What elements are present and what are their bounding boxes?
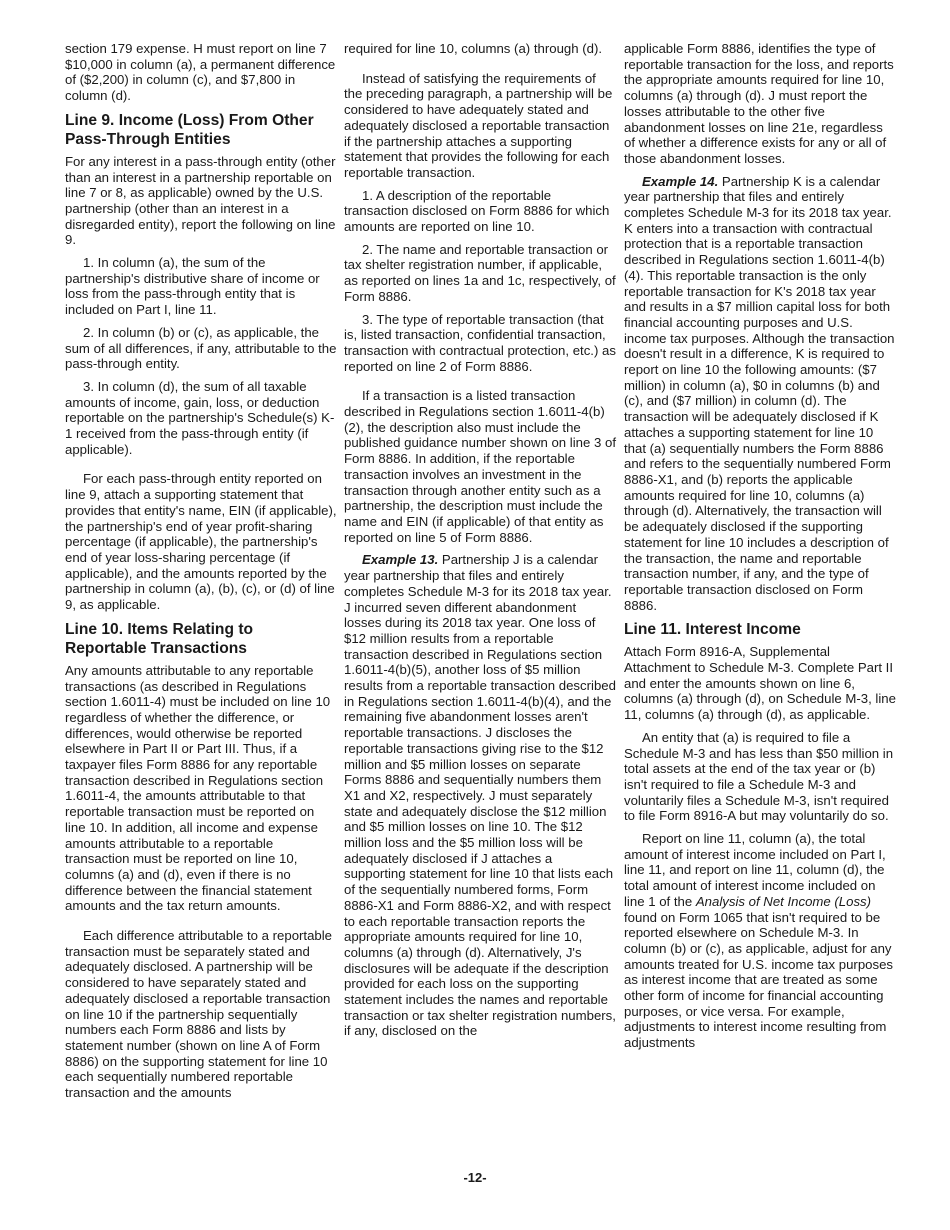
example-14-text: Partnership K is a calendar year partnership that files and entirely completes Schedule M-3 for its 2018 tax year. K enters into a transaction with contractual protection that is a reportable transaction described in Regulations section 1.6011-4(b)(4). This reportable transaction is the only reportable transaction for K's 2018 tax year and results in a $7 million capital loss for both financial accounting purposes and U.S. income tax purposes. Although the transaction doesn't result in a difference, K is required to report on line 10 the following amounts: ($7 million) in column (a), $0 in columns (b) and (c), and ($7 million) in column (d). The transaction will be adequately disclosed if K attaches a supporting statement for line 10 that (a) sequentially numbers the Form 8886 and refers to the sequentially numbered Form 8886-X1, and (b) reports the applicable amounts required for line 10, columns (a) through (d). Alternatively, the transaction will be adequately disclosed if the supporting statement for line 10 includes a description of the transaction, the name and reportable transaction number, if any, and the type of reportable transaction disclosed on Form 8886. [624, 173, 895, 613]
list-item: 3. The type of reportable transaction (that is, listed transaction, confidential transaction, transaction with contractual protection, etc.) as reported on line 2 of Form 8886. [344, 311, 616, 374]
list-item: 1. A description of the reportable transaction disclosed on Form 8886 for which amounts are reported on line 10. [344, 187, 610, 235]
paragraph: For any interest in a pass-through entity (other than an interest in a partnership reportable on line 7 or 8, as applicable) owned by the U.S. partnership (other than an interest in a disregarded entity), report the following on line 9. [65, 153, 336, 248]
paragraph [624, 831, 896, 1051]
heading-line-9: Line 9. Income (Loss) From Other Pass-Through Entities [65, 111, 314, 148]
page-number: -12- [463, 1170, 487, 1185]
example-13 [344, 552, 616, 1039]
example-13-text: Partnership J is a calendar year partnership that files and entirely completes Schedule M-3 for its 2018 tax year. J incurred seven different abandonment losses during its 2018 tax year. One loss of $12 million results from a reportable transaction described in Regulations section 1.6011-4(b)(5), another loss of $5 million results from a reportable transaction described in Regulations section 1.6011-4(b)(4), and the remaining five abandonment losses aren't reportable transactions. J discloses the reportable transactions giving rise to the $12 million and $5 million losses on separate Forms 8886 and sequentially numbers them X1 and X2, respectively. J must separately state and adequately disclose the $12 million and $5 million losses on line 10. The $12 million loss and the $5 million loss will be adequately disclosed if J attaches a supporting statement for line 10 that lists each of the sequentially numbered forms, Form 8886-X1 and Form 8886-X2, and with respect to each reportable transaction reports the appropriate amounts required for line 10, columns (a) through (d). Alternatively, J's disclosures will be adequate if the description provided for each loss on the supporting statement includes the names and reportable transaction or tax shelter registration numbers, if any, disclosed on the [344, 552, 616, 1039]
column-2 [344, 41, 616, 1046]
paragraph: required for line 10, columns (a) through (d). [344, 41, 603, 56]
text-run: Report on line 11, column (a), the total amount of interest income included on Part I, line 11, and report on line 11, column (d), the total amount of interest income included on line 1 of the [624, 831, 886, 909]
example-14 [624, 174, 896, 614]
text-run-italic: Analysis of Net Income (Loss) [695, 893, 872, 909]
paragraph: section 179 expense. H must report on line 7 $10,000 in column (a), a permanent difference of ($2,200) in column (c), and $7,800 in column (d). [65, 41, 336, 104]
example-13-label: Example 13. [362, 552, 439, 568]
paragraph: Any amounts attributable to any reportable transactions (as described in Regulations section 1.6011-4) must be included on line 10 regardless of whether the difference, or differences, would otherwise be reported elsewhere in Part II or Part III. Thus, if a taxpayer files Form 8886 for any reportable transaction described in Regulations section 1.6011-4, the amounts attributable to that reportable transaction must be reported on line 10. In addition, all income and expense amounts attributable to a reportable transaction must be reported on line 10, columns (a) and (d), even if there is no difference between the financial statement amounts and the tax return amounts. [65, 662, 331, 914]
column-3 [624, 41, 896, 1058]
paragraph: Attach Form 8916-A, Supplemental Attachment to Schedule M-3. Complete Part II and enter the amounts shown on line 6, columns (a) through (d), on Schedule M-3, line 11, columns (a) through (d), as applicable. [624, 644, 896, 723]
column-1 [65, 41, 337, 1108]
paragraph: For each pass-through entity reported on line 9, attach a supporting statement that provides that entity's name, EIN (if applicable), the partnership's end of year profit-sharing percentage (if applicable), the partnership's end of year loss-sharing percentage (if applicable), and the amounts reported by the partnership in column (a), (b), (c), or (d) of line 9, as applicable. [65, 471, 337, 613]
paragraph: Each difference attributable to a reportable transaction must be separately stated and adequately disclosed. A partnership will be considered to have separately stated and adequately disclosed a reportable transaction on line 10 if the partnership sequentially numbers each Form 8886 and lists by statement number (shown on line A of Form 8886) on the supporting statement for line 10 each sequentially numbered reportable transaction and the amounts [65, 928, 333, 1101]
heading-line-11: Line 11. Interest Income [624, 621, 801, 639]
paragraph: If a transaction is a listed transaction described in Regulations section 1.6011-4(b)(2), the description also must include the published guidance number shown on line 3 of Form 8886. In addition, if the reportable transaction involves an investment in the transaction through another entity such as a partnership, the description must include the name and EIN (if applicable) of that entity as reported on line 5 of Form 8886. [344, 388, 616, 545]
list-item: 1. In column (a), the sum of the partnership's distributive share of income or loss from the pass-through entity that is included on Part I, line 11. [65, 255, 320, 318]
paragraph: Instead of satisfying the requirements of the preceding paragraph, a partnership will be considered to have adequately stated and adequately disclosed a reportable transaction if the partnership attaches a supporting statement that provides the following for each reportable transaction. [344, 70, 613, 180]
list-item: 2. The name and reportable transaction or tax shelter registration number, if applicable, as reported on lines 1a and 1c, respectively, of Form 8886. [344, 241, 616, 304]
paragraph: applicable Form 8886, identifies the type of reportable transaction for the loss, and reports the appropriate amounts required for line 10, columns (a) through (d). J must report the losses attributable to the other five abandonment losses on line 21e, regardless of whether a difference exists for any or all of those abandonment losses. [624, 41, 894, 166]
text-run: found on Form 1065 that isn't required to be reported elsewhere on Schedule M-3. In column (b) or (c), as applicable, adjust for any amounts treated for U.S. income tax purposes as interest income that are treated as some other form of income for financial accounting purposes, or vice versa. For example, adjustments to interest income resulting from adjustments [624, 909, 894, 1051]
heading-line-10: Line 10. Items Relating to Reportable Transactions [65, 620, 254, 657]
list-item: 2. In column (b) or (c), as applicable, the sum of all differences, if any, attributable to the pass-through entity. [65, 324, 337, 372]
list-item: 3. In column (d), the sum of all taxable amounts of income, gain, loss, or deduction reportable on the partnership's Schedule(s) K-1 received from the pass-through entity (if applicable). [65, 378, 335, 457]
paragraph: An entity that (a) is required to file a Schedule M-3 and has less than $50 million in total assets at the end of the tax year or (b) isn't required to file a Schedule M-3 and voluntarily files a Schedule M-3, isn't required to file Form 8916-A but may voluntarily do so. [624, 729, 894, 824]
example-14-label: Example 14. [642, 173, 719, 189]
